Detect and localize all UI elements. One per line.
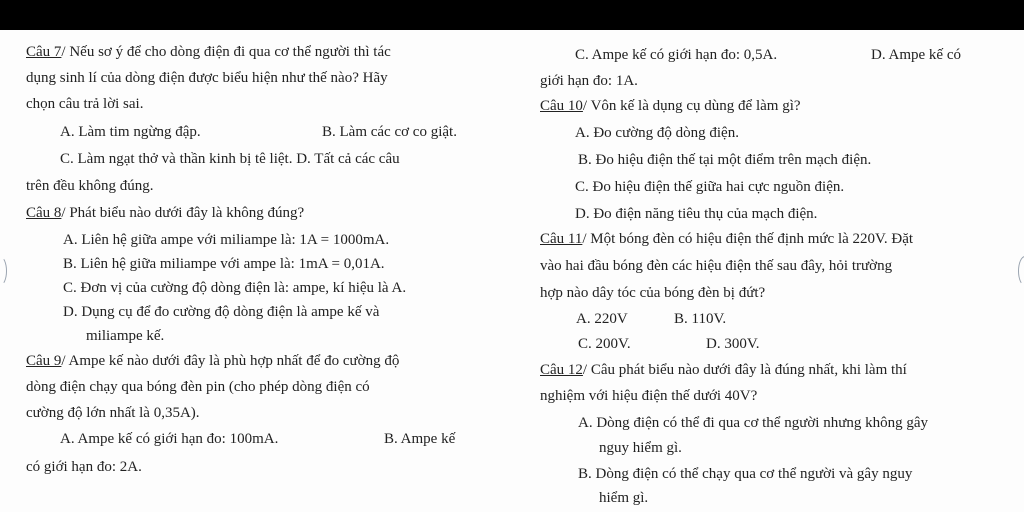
q10-option-c: C. Đo hiệu điện thế giữa hai cực nguồn điện. <box>575 179 845 195</box>
q10-option-a: A. Đo cường độ dòng điện. <box>575 125 739 141</box>
q7-line-2: dụng sinh lí của dòng điện được biểu hiện như thế nào? Hãy <box>26 70 388 86</box>
q9-option-b: B. Ampe kế <box>384 431 456 447</box>
q8-number: Câu 8 <box>26 205 62 221</box>
q7-number: Câu 7 <box>26 44 62 60</box>
q12-option-b-cont: hiểm gì. <box>599 490 649 506</box>
page-curl-left-icon <box>0 256 7 286</box>
q11-line-3: hợp nào dây tóc của bóng đèn bị đứt? <box>540 285 766 301</box>
q8-option-c: C. Đơn vị của cường độ dòng điện là: ampe, kí hiệu là A. <box>63 280 407 296</box>
q12-line-1 <box>540 361 907 379</box>
q12-option-a: A. Dòng điện có thể đi qua cơ thể người nhưng không gây <box>578 415 928 431</box>
q10-line-1 <box>540 97 801 115</box>
q11-option-c: C. 200V. <box>578 336 631 352</box>
q7-option-c-cont: trên đều không đúng. <box>26 178 154 194</box>
worksheet-page <box>0 30 1024 512</box>
q9-stem-1: / Ampe kế nào dưới đây là phù hợp nhất để đo cường độ <box>61 353 400 369</box>
q11-option-b: B. 110V. <box>674 311 727 327</box>
q10-number: Câu 10 <box>540 98 583 114</box>
q10-option-b: B. Đo hiệu điện thế tại một điểm trên mạch điện. <box>578 152 872 168</box>
q12-stem-1: / Câu phát biểu nào dưới đây là đúng nhất, khi làm thí <box>582 362 907 378</box>
q9-line-3: cường độ lớn nhất là 0,35A). <box>26 405 200 421</box>
q8-option-b: B. Liên hệ giữa miliampe với ampe là: 1mA = 0,01A. <box>63 256 385 272</box>
q8-option-d-cont: miliampe kế. <box>86 328 165 344</box>
q11-option-d: D. 300V. <box>706 336 760 352</box>
q9-option-b-cont: có giới hạn đo: 2A. <box>26 459 142 475</box>
q9-line-1 <box>26 352 399 370</box>
q9-option-c: C. Ampe kế có giới hạn đo: 0,5A. <box>575 47 778 63</box>
q11-option-a: A. 220V <box>576 311 628 327</box>
q7-stem-1: / Nếu sơ ý để cho dòng điện đi qua cơ thể người thì tác <box>61 44 391 60</box>
q7-line-1 <box>26 43 391 61</box>
q7-option-b: B. Làm các cơ co giật. <box>322 124 457 140</box>
q12-number: Câu 12 <box>540 362 583 378</box>
q11-stem-1: / Một bóng đèn có hiệu điện thế định mức là 220V. Đặt <box>582 231 914 247</box>
page-curl-right-icon <box>1018 256 1024 286</box>
q11-line-2: vào hai đầu bóng đèn các hiệu điện thế sau đây, hỏi trường <box>540 258 893 274</box>
q9-number: Câu 9 <box>26 353 62 369</box>
q7-option-a: A. Làm tim ngừng đập. <box>60 124 201 140</box>
q7-option-c: C. Làm ngạt thở và thần kinh bị tê liệt. D. Tất cả các câu <box>60 151 400 167</box>
q8-stem: / Phát biểu nào dưới đây là không đúng? <box>61 205 305 221</box>
q8-option-d: D. Dụng cụ để đo cường độ dòng điện là ampe kế và <box>63 304 380 320</box>
q8-line-1 <box>26 204 304 222</box>
q10-stem: / Vôn kế là dụng cụ dùng để làm gì? <box>582 98 801 114</box>
q9-option-d-cont: giới hạn đo: 1A. <box>540 73 638 89</box>
q9-option-a: A. Ampe kế có giới hạn đo: 100mA. <box>60 431 279 447</box>
q12-option-a-cont: nguy hiểm gì. <box>599 440 682 456</box>
q12-line-2: nghiệm với hiệu điện thế dưới 40V? <box>540 388 758 404</box>
q11-line-1 <box>540 230 913 248</box>
q12-option-b: B. Dòng điện có thể chạy qua cơ thể người và gây nguy <box>578 466 913 482</box>
q9-option-d: D. Ampe kế có <box>871 47 961 63</box>
q11-number: Câu 11 <box>540 231 583 247</box>
q10-option-d: D. Đo điện năng tiêu thụ của mạch điện. <box>575 206 818 222</box>
q9-line-2: dòng điện chạy qua bóng đèn pin (cho phép dòng điện có <box>26 379 370 395</box>
top-black-bar <box>0 0 1024 30</box>
q7-line-3: chọn câu trả lời sai. <box>26 96 144 112</box>
q8-option-a: A. Liên hệ giữa ampe với miliampe là: 1A = 1000mA. <box>63 232 390 248</box>
